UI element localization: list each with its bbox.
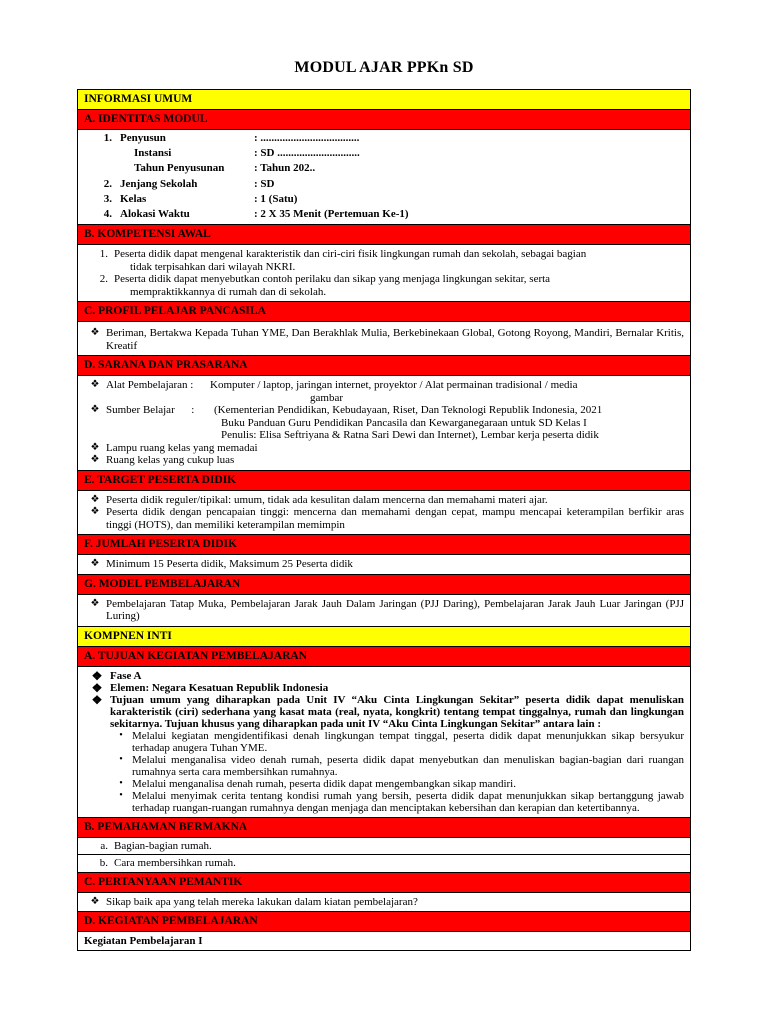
list-item: ❖ Lampu ruang kelas yang memadai [84, 442, 684, 455]
diamond-bullet-icon: ❖ [90, 506, 100, 518]
pemahaman-item-a: a. Bagian-bagian rumah. [78, 837, 691, 855]
kegiatan-sub: Kegiatan Pembelajaran I [78, 932, 691, 951]
list-item: ❖ Peserta didik reguler/tipikal: umum, tidak ada kesulitan dalam mencerna dan memahami materi ajar. [84, 494, 684, 507]
identity-row [84, 161, 684, 176]
model-body [78, 594, 691, 626]
kompetensi-header: B. KOMPETENSI AWAL [78, 225, 691, 245]
diamond-bullet-icon: ❖ [91, 668, 103, 683]
list-item: 2. Peserta didik dapat menyebutkan contoh perilaku dan sikap yang menjaga lingkungan sekitar, serta mempraktikkannya di rumah dan di sekolah. [99, 273, 551, 298]
list-item: • Melalui menganalisa video denah rumah, peserta didik dapat menyebutkan dan menuliskan bagian-bagian dari ruangan rumahnya serta cara membersihkan rumahnya. [110, 754, 684, 778]
pertanyaan-body [78, 892, 691, 912]
target-header: E. TARGET PESERTA DIDIK [78, 470, 691, 490]
diamond-bullet-icon: ❖ [90, 895, 100, 907]
pertanyaan-header: C. PERTANYAAN PEMANTIK [78, 872, 691, 892]
jumlah-body [78, 555, 691, 575]
diamond-bullet-icon: ❖ [90, 493, 100, 505]
tujuan-body [78, 666, 691, 817]
list-item: ❖ Minimum 15 Peserta didik, Maksimum 25 Peserta didik [84, 558, 684, 571]
diamond-bullet-icon: ❖ [90, 597, 100, 609]
identity-value: : 2 X 35 Menit (Pertemuan Ke-1) [254, 208, 409, 221]
komponen-inti-header: KOMPNEN INTI [78, 626, 691, 646]
list-item: ❖ Tujuan umum yang diharapkan pada Unit IV “Aku Cinta Lingkungan Sekitar” peserta didik dapat menuliskan karakteristik (ciri) sederhana yang kasat mata (real, nyata, kongkrit) tentang tempat tinggalnya, rumah dan lingkungan sekitarnya. Tujuan khusus yang diharapkan pada unit IV “Aku Cinta Lingkungan Sekitar” antara lain : [84, 694, 684, 730]
identity-row: 1. Penyusun : .................................... [84, 131, 684, 146]
dot-bullet-icon: • [119, 789, 123, 801]
list-item: ❖ Elemen: Negara Kesatuan Republik Indonesia [84, 682, 684, 694]
list-item: ❖ Sumber Belajar : (Kementerian Pendidikan, Kebudayaan, Riset, Dan Teknologi Republik Indonesia, 2021 Buku Panduan Guru Pendidikan Pancasila dan Kewarganegaraan untuk SD Kelas I Penulis: Elisa Seftriyana & Ratna Sari Dewi dan Internet), Lembar kerja peserta didik [84, 404, 684, 442]
list-item: • Melalui menyimak cerita tentang kondisi rumah yang bersih, peserta didik dapat menunjukkan sikap bertanggung jawab terhadap ruangan-ruangan rumahnya dengan menjaga dan menciptakan kebersihan dan kerapian dan ketertibannya. [110, 790, 684, 814]
pemahaman-item-b: b. Cara membersihkan rumah. [78, 855, 691, 873]
identity-label: Alokasi Waktu [120, 208, 190, 221]
list-item: ❖ Peserta didik dengan pencapaian tinggi: mencerna dan memahami dengan cepat, mampu mencapai keterampilan berfikir aras tinggi (HOTS), dan memiliki keterampilan memimpin [84, 506, 684, 531]
target-body [78, 490, 691, 535]
diamond-bullet-icon: ❖ [90, 441, 100, 453]
kegiatan-header: D. KEGIATAN PEMBELAJARAN [78, 912, 691, 932]
page-title: MODUL AJAR PPKn SD [294, 59, 474, 76]
kompetensi-body [78, 245, 691, 302]
diamond-bullet-icon: ❖ [91, 692, 103, 707]
list-item: ❖ Beriman, Bertakwa Kepada Tuhan YME, Dan Berakhlak Mulia, Berkebinekaan Global, Gotong Royong, Mandiri, Bernalar Kritis, Kreatif [84, 327, 684, 352]
informasi-umum-header: INFORMASI UMUM [78, 90, 691, 110]
identity-row: 3. Kelas : 1 (Satu) [84, 192, 684, 207]
list-item: ❖ Pembelajaran Tatap Muka, Pembelajaran Jarak Jauh Dalam Jaringan (PJJ Daring), Pembelajaran Jarak Jauh Luar Jaringan (PJJ Luring) [84, 598, 684, 623]
identitas-body [78, 130, 691, 225]
list-item: ❖ Alat Pembelajaran : Komputer / laptop, jaringan internet, proyektor / Alat permainan tradisional / media gambar [84, 379, 684, 404]
pemahaman-header: B. PEMAHAMAN BERMAKNA [78, 817, 691, 837]
diamond-bullet-icon: ❖ [90, 379, 100, 391]
identity-value: : Tahun 202.. [254, 162, 316, 175]
diamond-bullet-icon: ❖ [90, 454, 100, 466]
list-item: • Melalui menganalisa denah rumah, peserta didik dapat mengembangkan sikap mandiri. [110, 778, 684, 790]
identity-row [84, 146, 684, 161]
module-table [77, 89, 691, 951]
diamond-bullet-icon: ❖ [90, 327, 100, 339]
list-item: ❖ Ruang kelas yang cukup luas [84, 454, 684, 467]
identity-label: Kelas [120, 192, 147, 205]
list-item: • Melalui kegiatan mengidentifikasi denah lingkungan tempat tinggal, peserta didik dapat menunjukkan sikap bersyukur terhadap anugera Tuhan YME. [110, 730, 684, 754]
identity-row: 4. Alokasi Waktu : 2 X 35 Menit (Pertemuan Ke-1) [84, 207, 684, 222]
identity-row: 2. Jenjang Sekolah : SD [84, 177, 684, 192]
profil-header: C. PROFIL PELAJAR PANCASILA [78, 302, 691, 322]
identity-label: Instansi [134, 147, 172, 160]
dot-bullet-icon: • [119, 753, 123, 765]
list-item: ❖ Fase A [84, 670, 684, 682]
sarana-header: D. SARANA DAN PRASARANA [78, 356, 691, 376]
identity-label: Tahun Penyusunan [134, 162, 225, 175]
diamond-bullet-icon: ❖ [90, 404, 100, 416]
identity-value: : SD [254, 177, 275, 190]
diamond-bullet-icon: ❖ [91, 680, 103, 695]
identity-label: Jenjang Sekolah [120, 177, 198, 190]
identity-value: : .................................... [254, 132, 360, 144]
list-item: 1. Peserta didik dapat mengenal karakteristik dan ciri-ciri fisik lingkungan rumah dan sekolah, sebagai bagian tidak terpisahkan dari wilayah NKRI. [99, 248, 587, 273]
list-item: ❖ Sikap baik apa yang telah mereka lakukan dalam kiatan pembelajaran? [84, 896, 684, 909]
dot-bullet-icon: • [119, 729, 123, 741]
sarana-body [78, 376, 691, 471]
dot-bullet-icon: • [119, 777, 123, 789]
identitas-header: A. IDENTITAS MODUL [78, 110, 691, 130]
profil-body [78, 322, 691, 356]
identity-label: Penyusun [120, 132, 166, 144]
tujuan-header: A. TUJUAN KEGIATAN PEMBELAJARAN [78, 646, 691, 666]
diamond-bullet-icon: ❖ [90, 558, 100, 570]
jumlah-header: F. JUMLAH PESERTA DIDIK [78, 535, 691, 555]
model-header: G. MODEL PEMBELAJARAN [78, 574, 691, 594]
identity-value: : SD .............................. [254, 147, 360, 160]
identity-value: : 1 (Satu) [254, 192, 298, 205]
